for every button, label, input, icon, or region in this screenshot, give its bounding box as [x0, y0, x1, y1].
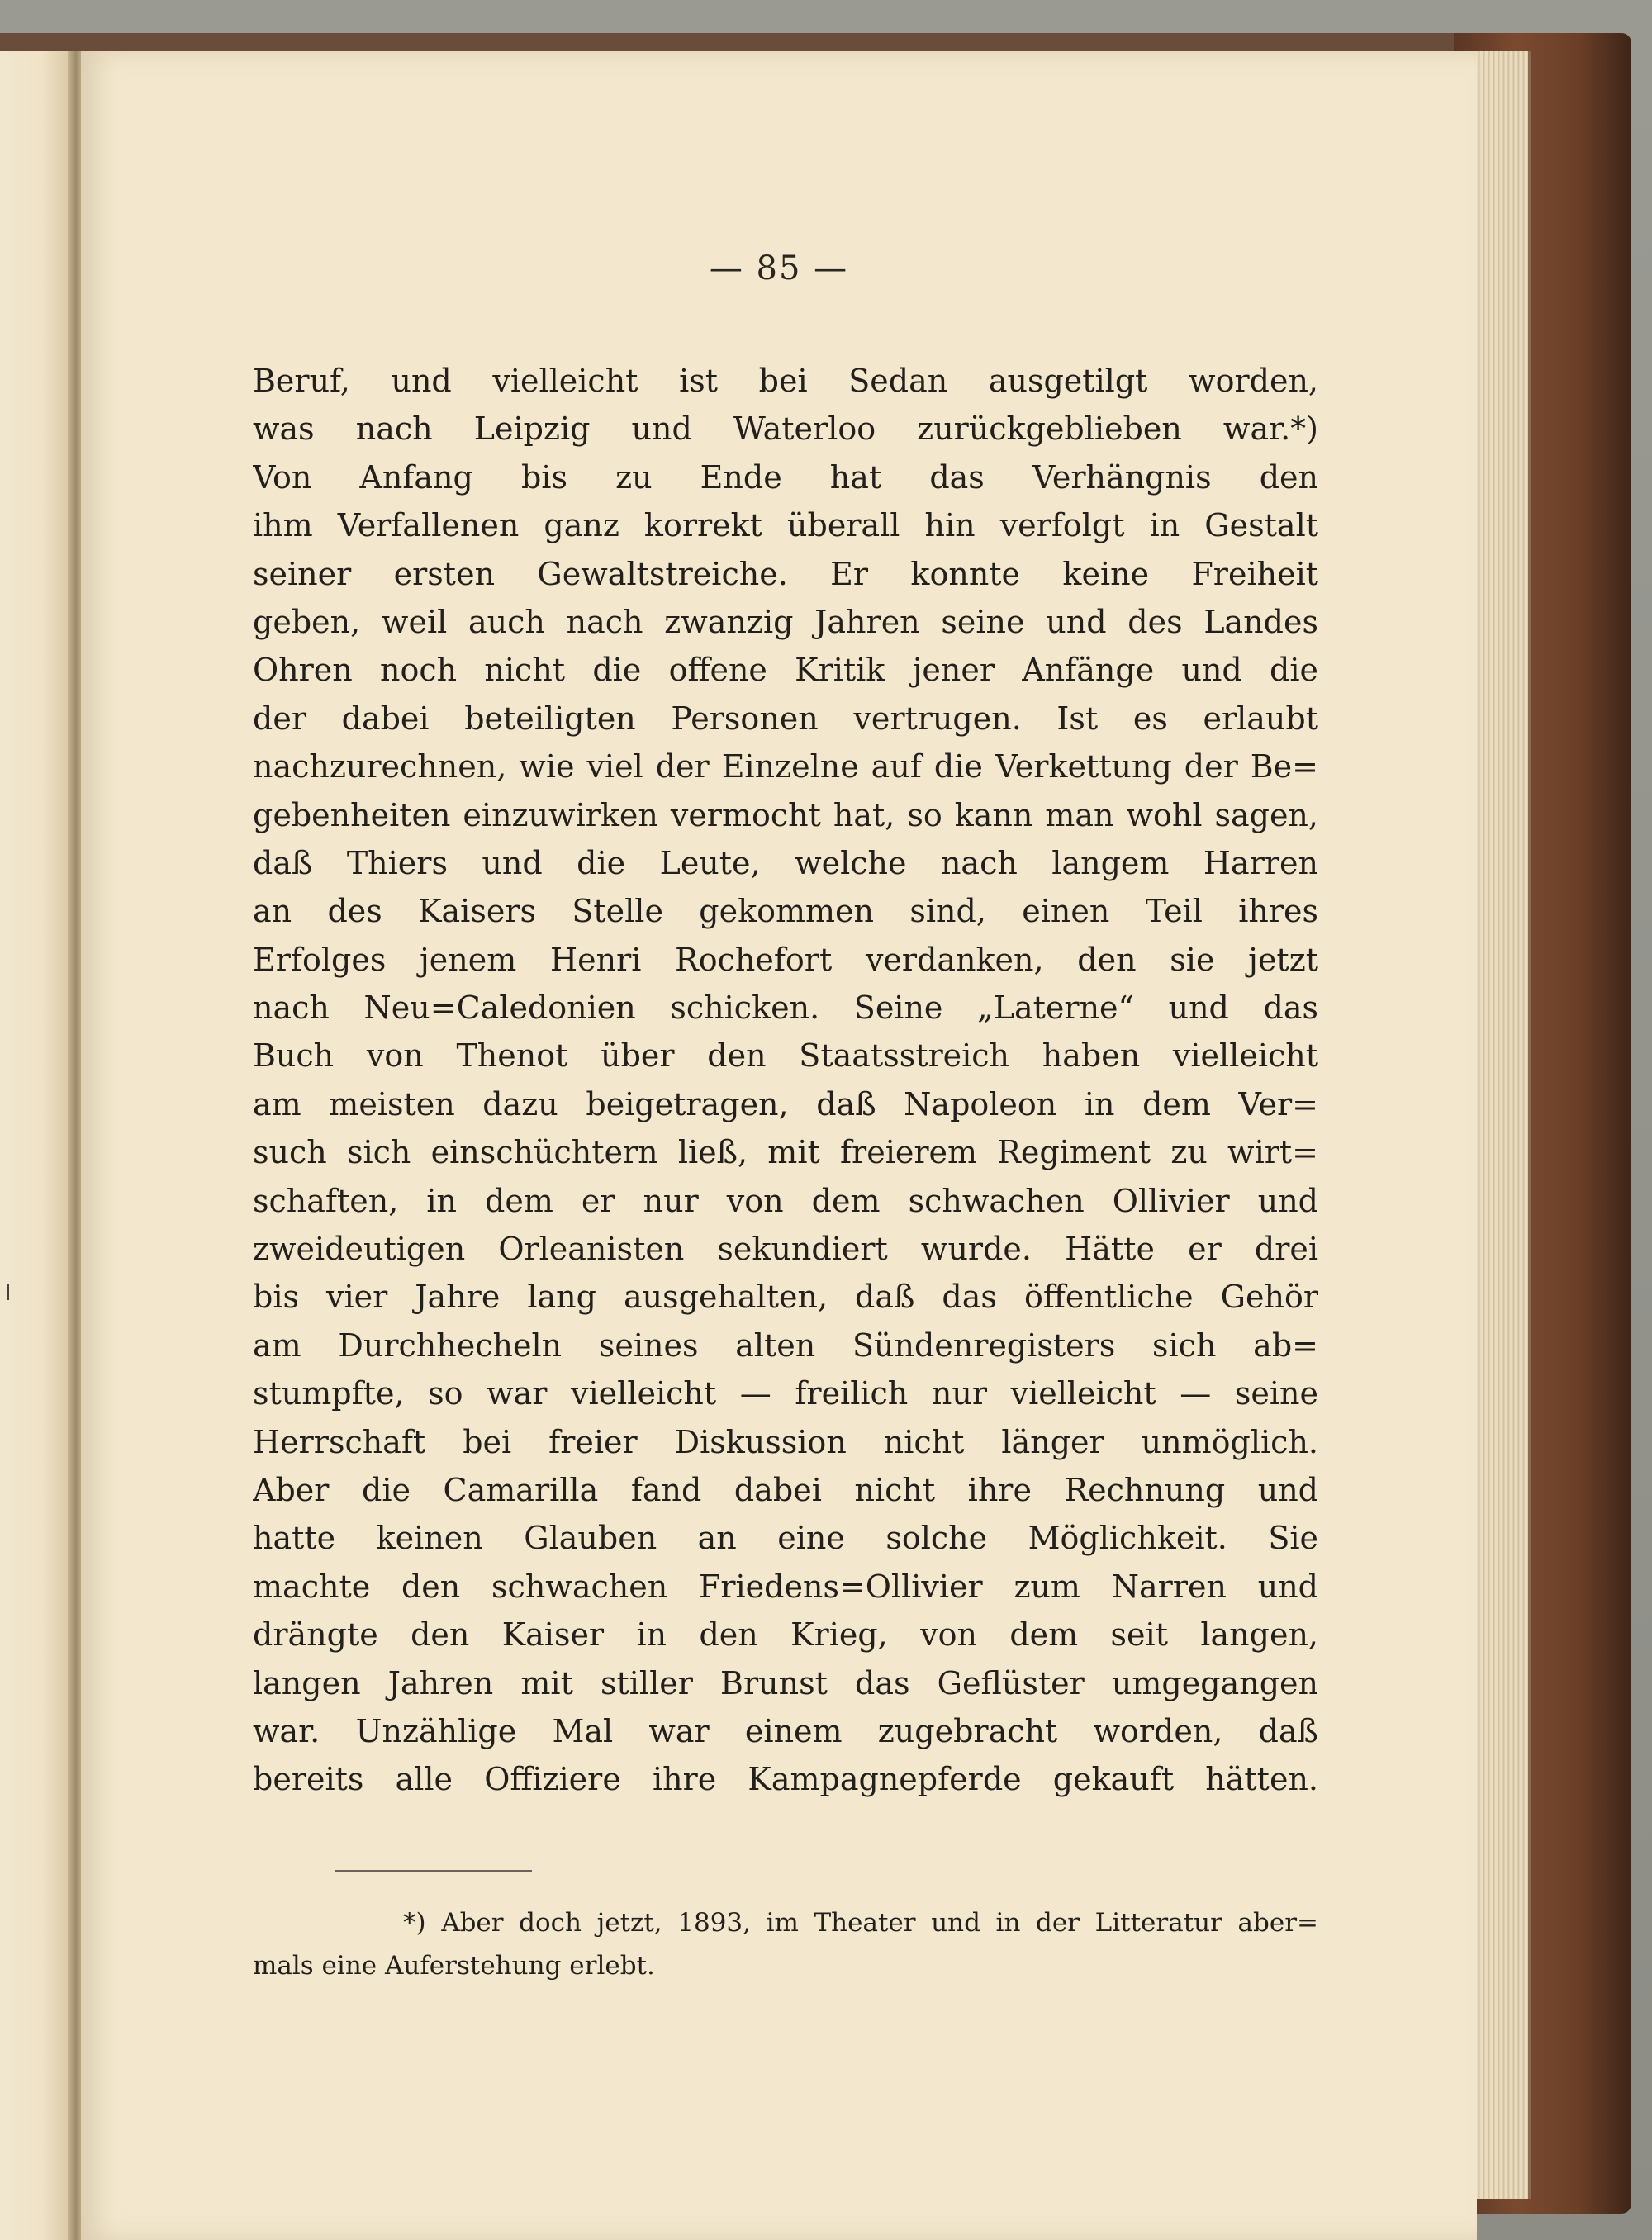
- footnote: [253, 1901, 1318, 1987]
- text-line: Beruf, und vielleicht ist bei Sedan ausgetilgt worden,: [253, 363, 1318, 399]
- footnote-line: mals eine Auferstehung erlebt.: [253, 1951, 655, 1981]
- left-page: [0, 51, 71, 2240]
- text-line: seiner ersten Gewaltstreiche. Er konnte keine Freiheit: [253, 555, 1318, 592]
- body-text: [253, 357, 1318, 1804]
- text-line: Von Anfang bis zu Ende hat das Verhängnis den: [253, 458, 1318, 496]
- footnote-rule: [335, 1870, 532, 1872]
- text-line: zweideutigen Orleanisten sekundiert wurde. Hätte er drei: [253, 1231, 1318, 1268]
- left-margin-mark: [7, 1284, 9, 1300]
- page-edges: [1470, 51, 1531, 2199]
- text-line: nach Neu=Caledonien schicken. Seine „Laterne“ und das: [253, 989, 1318, 1027]
- text-line: such sich einschüchtern ließ, mit freierem Regiment zu wirt=: [253, 1134, 1318, 1171]
- text-line: nachzurechnen, wie viel der Einzelne auf die Verkettung der Be=: [253, 748, 1318, 785]
- text-line: Aber die Camarilla fand dabei nicht ihre Rechnung und: [253, 1471, 1318, 1508]
- text-line: Buch von Thenot über den Staatsstreich haben vielleicht: [253, 1037, 1318, 1075]
- text-line: bis vier Jahre lang ausgehalten, daß das öffentliche Gehör: [253, 1279, 1318, 1316]
- text-line: daß Thiers und die Leute, welche nach langem Harren: [253, 844, 1318, 881]
- footnote-line: *) Aber doch jetzt, 1893, im Theater und in der Litteratur aber=: [403, 1908, 1318, 1938]
- text-line: hatte keinen Glauben an eine solche Möglichkeit. Sie: [253, 1520, 1318, 1557]
- text-line: ihm Verfallenen ganz korrekt überall hin verfolgt in Gestalt: [253, 507, 1318, 544]
- text-line: der dabei beteiligten Personen vertrugen. Ist es erlaubt: [253, 700, 1318, 737]
- text-line: machte den schwachen Friedens=Ollivier zum Narren und: [253, 1568, 1318, 1605]
- text-line: bereits alle Offiziere ihre Kampagnepferde gekauft hätten.: [253, 1761, 1318, 1798]
- text-line: langen Jahren mit stiller Brunst das Geflüster umgegangen: [253, 1664, 1318, 1701]
- text-line: schaften, in dem er nur von dem schwachen Ollivier und: [253, 1182, 1318, 1219]
- text-line: Erfolges jenem Henri Rochefort verdanken, den sie jetzt: [253, 941, 1318, 978]
- book-page: [81, 51, 1477, 2240]
- text-line: gebenheiten einzuwirken vermocht hat, so kann man wohl sagen,: [253, 796, 1318, 833]
- text-line: am meisten dazu beigetragen, daß Napoleon in dem Ver=: [253, 1085, 1318, 1122]
- page-number: — 85 —: [709, 249, 849, 287]
- text-line: drängte den Kaiser in den Krieg, von dem seit langen,: [253, 1616, 1318, 1654]
- text-line: an des Kaisers Stelle gekommen sind, einen Teil ihres: [253, 893, 1318, 930]
- text-line: was nach Leipzig und Waterloo zurückgeblieben war.*): [253, 411, 1318, 448]
- text-line: war. Unzählige Mal war einem zugebracht worden, daß: [253, 1712, 1318, 1749]
- text-line: am Durchhecheln seines alten Sündenregisters sich ab=: [253, 1326, 1318, 1364]
- text-line: stumpfte, so war vielleicht — freilich nur vielleicht — seine: [253, 1375, 1318, 1412]
- text-line: Ohren noch nicht die offene Kritik jener Anfänge und die: [253, 652, 1318, 689]
- text-line: geben, weil auch nach zwanzig Jahren seine und des Landes: [253, 603, 1318, 640]
- text-line: Herrschaft bei freier Diskussion nicht länger unmöglich.: [253, 1423, 1318, 1460]
